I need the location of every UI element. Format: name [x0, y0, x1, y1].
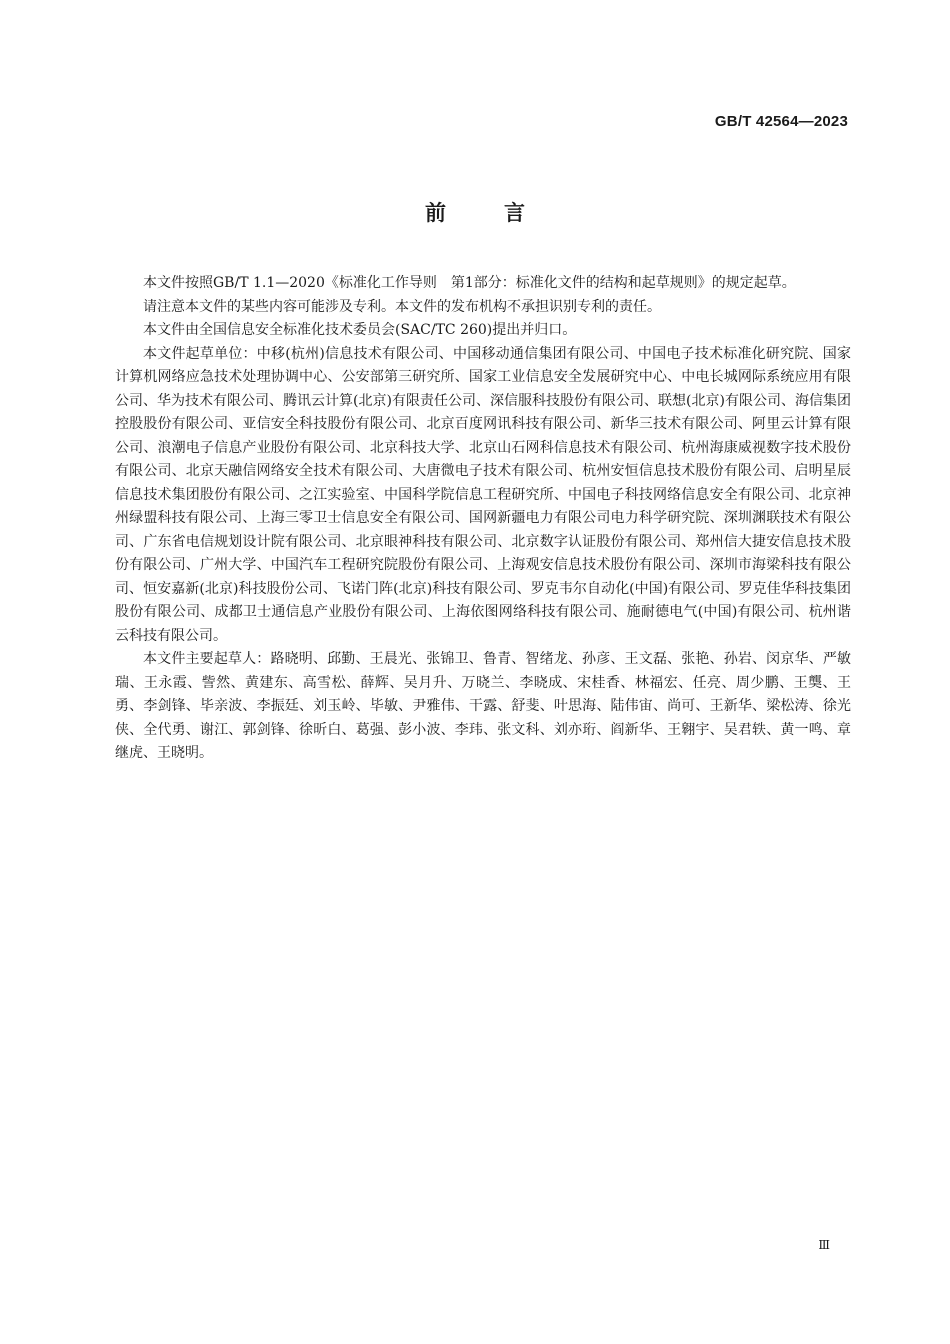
page-title	[0, 197, 950, 227]
document-number: GB/T 42564—2023	[714, 113, 848, 130]
paragraph-drafters: 本文件主要起草人：路晓明、邱勤、王晨光、张锦卫、鲁青、智绪龙、孙彦、王文磊、张艳、孙岩、闵京华、严敏瑞、王永霞、訾然、黄建东、高雪松、薛辉、吴月升、万晓兰、李晓成、宋桂香、林福宏、任亮、周少鹏、王龑、王勇、李剑锋、毕亲波、李振廷、刘玉岭、毕敏、尹雅伟、干露、舒斐、叶思海、陆伟宙、尚可、王新华、梁松涛、徐光侠、全代勇、谢江、郭剑锋、徐昕白、葛强、彭小波、李玮、张文科、刘亦珩、阎新华、王翱宇、吴君轶、黄一鸣、章继虎、王晓明。	[115, 651, 851, 761]
foreword-body	[115, 272, 851, 766]
paragraph-drafting-units: 本文件起草单位：中移(杭州)信息技术有限公司、中国移动通信集团有限公司、中国电子技术标准化研究院、国家计算机网络应急技术处理协调中心、公安部第三研究所、国家工业信息安全发展研究中心、中电长城网际系统应用有限公司、华为技术有限公司、腾讯云计算(北京)有限责任公司、深信服科技股份有限公司、联想(北京)有限公司、海信集团控股股份有限公司、亚信安全科技股份有限公司、北京百度网讯科技有限公司、新华三技术有限公司、阿里云计算有限公司、浪潮电子信息产业股份有限公司、北京科技大学、北京山石网科信息技术有限公司、杭州海康威视数字技术股份有限公司、北京天融信网络安全技术有限公司、大唐微电子技术有限公司、杭州安恒信息技术股份有限公司、启明星辰信息技术集团股份有限公司、之江实验室、中国科学院信息工程研究所、中国电子科技网络信息安全有限公司、北京神州绿盟科技有限公司、上海三零卫士信息安全有限公司、国网新疆电力有限公司电力科学研究院、深圳渊联技术有限公司、广东省电信规划设计院有限公司、北京眼神科技有限公司、北京数字认证股份有限公司、郑州信大捷安信息技术股份有限公司、广州大学、中国汽车工程研究院股份有限公司、上海观安信息技术股份有限公司、深圳市海梁科技有限公司、恒安嘉新(北京)科技股份公司、飞诺门阵(北京)科技有限公司、罗克韦尔自动化(中国)有限公司、罗克佳华科技集团股份有限公司、成都卫士通信息产业股份有限公司、上海依图网络科技有限公司、施耐德电气(中国)有限公司、杭州谐云科技有限公司。	[115, 345, 851, 644]
paragraph-patent-notice: 请注意本文件的某些内容可能涉及专利。本文件的发布机构不承担识别专利的责任。	[143, 298, 661, 315]
paragraph-drafting-rules: 本文件按照GB/T 1.1—2020《标准化工作导则 第1部分：标准化文件的结构和起草规则》的规定起草。	[143, 275, 796, 291]
page-title-char: 前	[425, 201, 446, 225]
paragraph-committee: 本文件由全国信息安全标准化技术委员会(SAC/TC 260)提出并归口。	[143, 322, 577, 338]
page-number: Ⅲ	[818, 1238, 830, 1252]
page-title-char: 言	[504, 201, 525, 225]
